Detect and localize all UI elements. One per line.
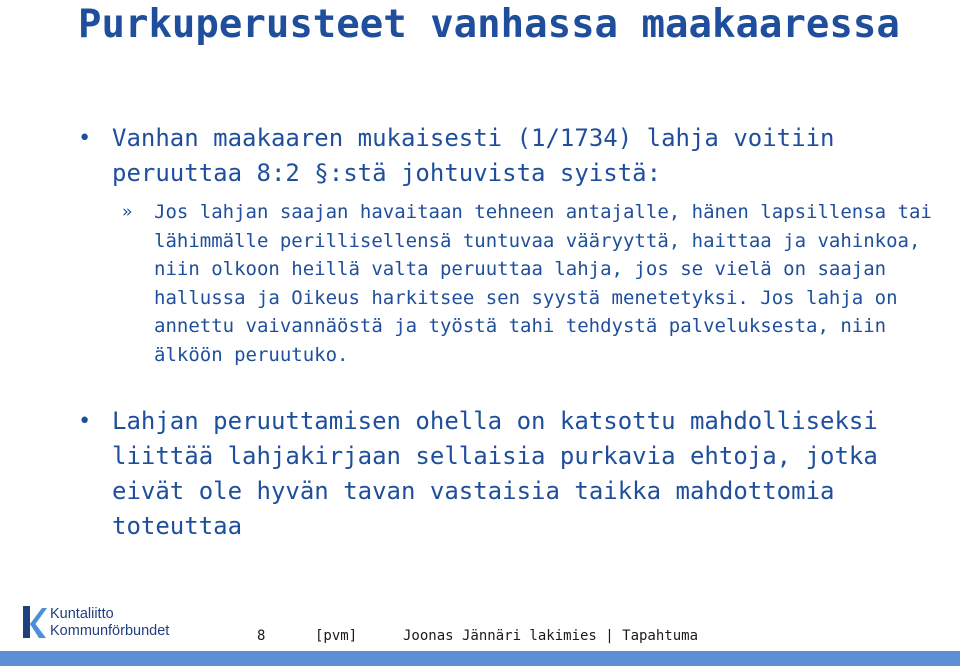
logo-text xyxy=(50,606,169,640)
bullet-1-text: Vanhan maakaaren mukaisesti (1/1734) lahja voitiin peruuttaa 8:2 §:stä johtuvista syistä: xyxy=(112,124,835,187)
bullet-2-text: Lahjan peruuttamisen ohella on katsottu mahdolliseksi liittää lahjakirjaan sellaisia purkavia ehtoja, jotka eivät ole hyvän tavan vastaisia taikka mahdottomia toteuttaa xyxy=(112,407,878,540)
sub-bullet-1-text: Jos lahjan saajan havaitaan tehneen antajalle, hänen lapsillensa tai lähimmälle perillisellensä tuntuvaa vääryyttä, haittaa ja vahinkoa, niin olkoon heillä valta peruuttaa lahja, jos se vielä on saajan hallussa ja Oikeus harkitsee sen syystä menetetyksi. Jos lahja on annettu vaivannäöstä ja työstä tahi tehdystä palveluksesta, niin älköön peruutuko. xyxy=(154,201,932,366)
bullet-2 xyxy=(78,404,938,544)
page-number: 8 xyxy=(257,628,266,644)
logo-line-2: Kommunförbundet xyxy=(50,623,170,639)
slide-title: Purkuperusteet vanhassa maakaaressa xyxy=(78,2,900,47)
logo-line-1: Kuntaliitto xyxy=(50,606,114,622)
bullet-marker: • xyxy=(78,409,92,434)
kuntaliitto-logo-icon xyxy=(20,602,48,642)
bullet-1 xyxy=(78,121,938,191)
bullet-marker: • xyxy=(78,126,92,151)
footer-bar xyxy=(0,651,960,666)
sub-bullet-1 xyxy=(122,198,942,369)
sub-bullet-marker: » xyxy=(122,202,133,222)
footer-date: [pvm] xyxy=(315,628,358,644)
footer-presenter: Joonas Jännäri lakimies | Tapahtuma xyxy=(403,628,699,644)
kuntaliitto-logo xyxy=(20,602,220,646)
